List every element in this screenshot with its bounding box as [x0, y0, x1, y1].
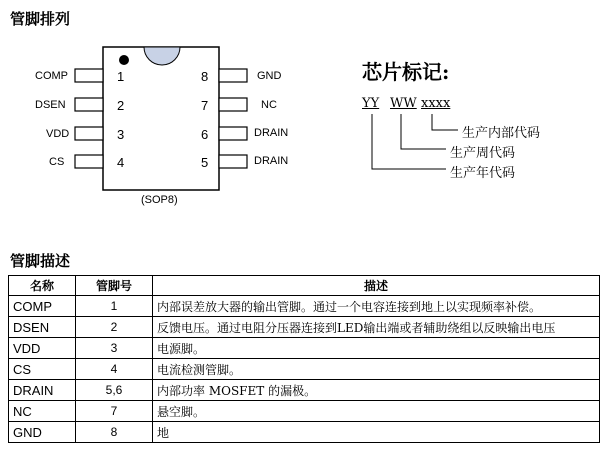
row-name: CS [9, 359, 76, 380]
package-label: (SOP8) [141, 194, 178, 206]
row-pin-number: 3 [76, 338, 153, 359]
header-description: 描述 [153, 276, 600, 296]
marking-code-ww: WW [390, 96, 417, 111]
header-pin-number: 管脚号 [76, 276, 153, 296]
pin-name-8: GND [257, 70, 282, 82]
row-name: DSEN [9, 317, 76, 338]
lead-3 [75, 127, 103, 140]
pin-num-1: 1 [117, 69, 125, 84]
row-description: 电源脚。 [153, 338, 600, 359]
pin-num-7: 7 [201, 98, 209, 113]
pin-num-3: 3 [117, 127, 125, 142]
row-description: 内部功率 MOSFET 的漏极。 [153, 380, 600, 401]
row-name: NC [9, 401, 76, 422]
pinout-title: 管脚排列 [10, 10, 71, 28]
row-pin-number: 4 [76, 359, 153, 380]
table-row [9, 317, 600, 338]
row-name: COMP [9, 296, 76, 317]
pin-description-table [8, 275, 600, 443]
lead-8 [219, 69, 247, 82]
table-header-row [9, 276, 600, 296]
marking-legend-internal: 生产内部代码 [462, 126, 541, 141]
row-pin-number: 7 [76, 401, 153, 422]
marking-legend-week: 生产周代码 [450, 146, 516, 161]
lead-4 [75, 155, 103, 168]
table-row [9, 359, 600, 380]
pin-name-4: CS [49, 156, 65, 168]
pin1-dot [119, 55, 129, 65]
row-name: DRAIN [9, 380, 76, 401]
pin-num-8: 8 [201, 69, 209, 84]
pin-num-6: 6 [201, 127, 209, 142]
pin-name-5: DRAIN [254, 155, 289, 167]
pin-num-2: 2 [117, 98, 125, 113]
marking-title: 芯片标记: [362, 60, 450, 84]
row-name: GND [9, 422, 76, 443]
marking-code-xxxx: xxxx [421, 96, 451, 111]
row-description: 内部误差放大器的输出管脚。通过一个电容连接到地上以实现频率补偿。 [153, 296, 600, 317]
pin-name-3: VDD [46, 128, 70, 140]
table-row [9, 380, 600, 401]
row-name: VDD [9, 338, 76, 359]
lead-6 [219, 127, 247, 140]
table-row [9, 422, 600, 443]
table-row [9, 401, 600, 422]
table-row [9, 296, 600, 317]
lead-5 [219, 155, 247, 168]
table-row [9, 338, 600, 359]
pin-name-7: NC [261, 99, 277, 111]
row-description: 地 [153, 422, 600, 443]
pin-num-5: 5 [201, 155, 209, 170]
pin-name-2: DSEN [35, 99, 66, 111]
row-pin-number: 5,6 [76, 380, 153, 401]
marking-legend-year: 生产年代码 [450, 166, 516, 181]
row-pin-number: 1 [76, 296, 153, 317]
header-name: 名称 [9, 276, 76, 296]
row-description: 反馈电压。通过电阻分压器连接到LED输出端或者辅助绕组以反映输出电压 [153, 317, 600, 338]
pin-desc-title: 管脚描述 [10, 252, 71, 270]
pin-name-6: DRAIN [254, 127, 289, 139]
lead-7 [219, 98, 247, 111]
row-pin-number: 8 [76, 422, 153, 443]
row-description: 悬空脚。 [153, 401, 600, 422]
row-pin-number: 2 [76, 317, 153, 338]
pin-name-1: COMP [35, 70, 68, 82]
lead-1 [75, 69, 103, 82]
row-description: 电流检测管脚。 [153, 359, 600, 380]
pin-num-4: 4 [117, 155, 125, 170]
marking-code-yy: YY [362, 96, 380, 111]
lead-2 [75, 98, 103, 111]
